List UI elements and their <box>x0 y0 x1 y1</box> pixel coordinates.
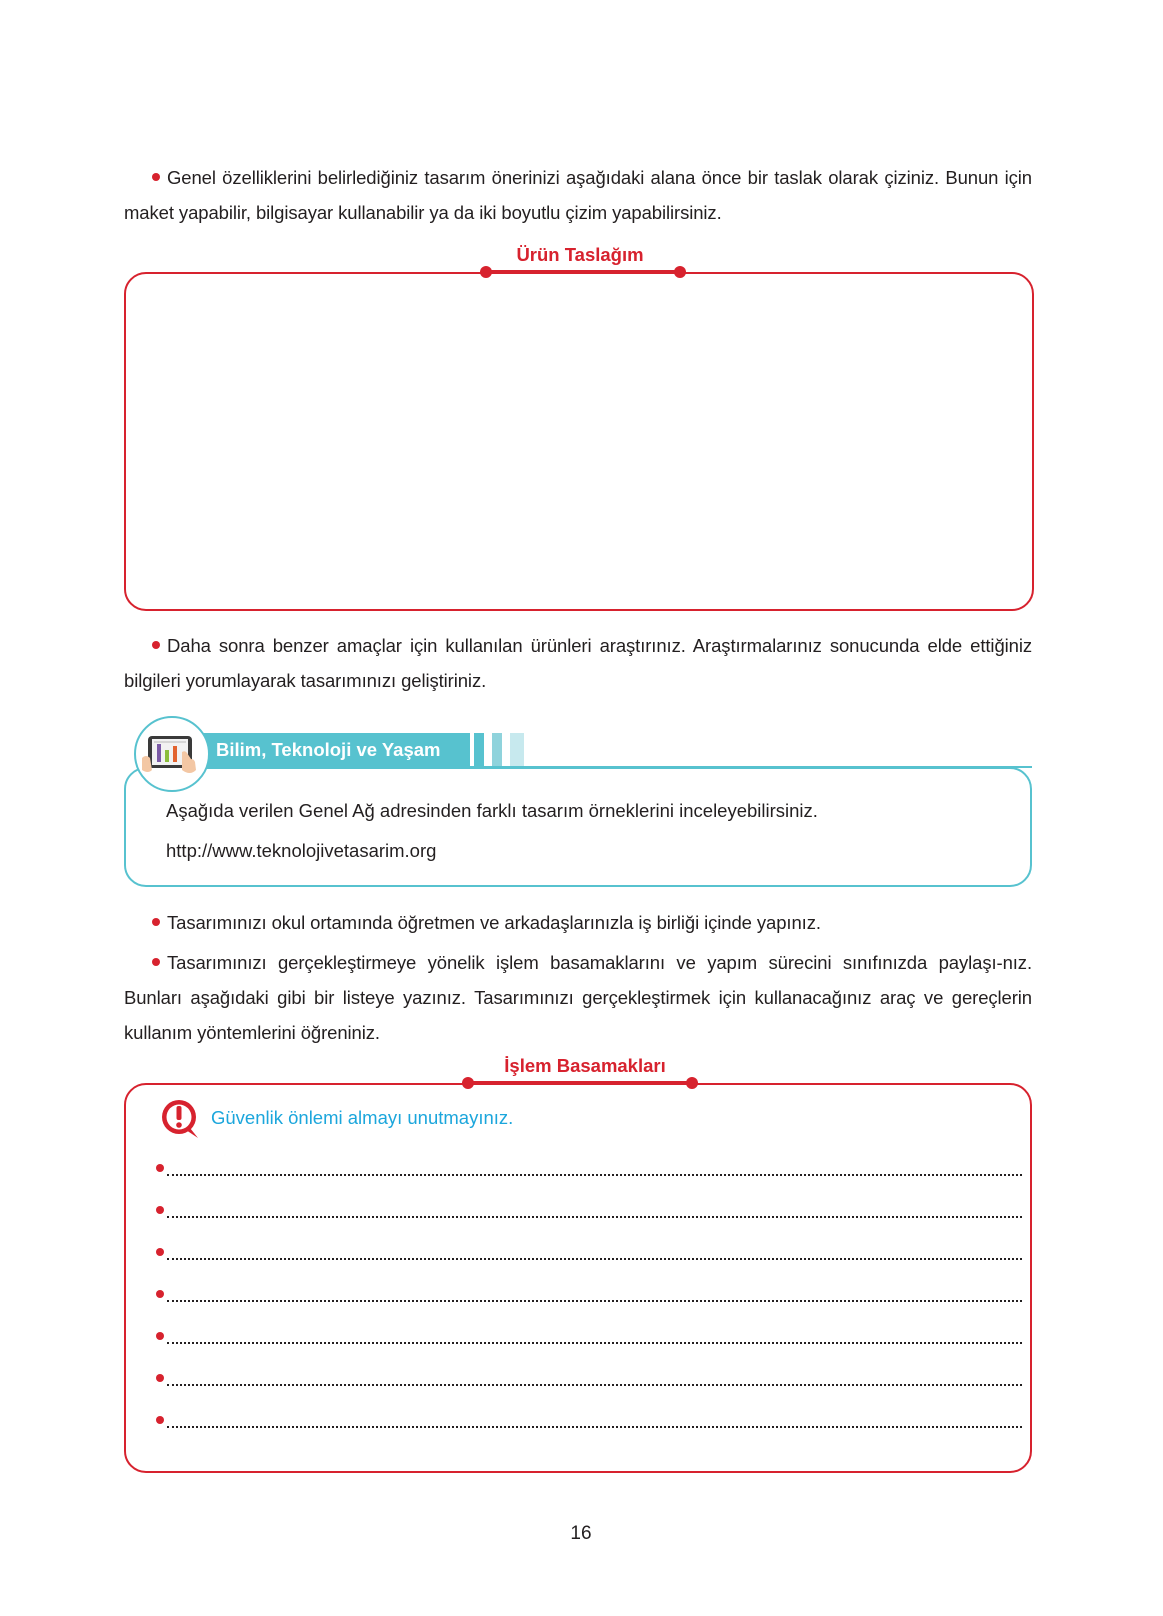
writing-line[interactable] <box>156 1164 1022 1184</box>
info-link[interactable]: http://www.teknolojivetasarim.org <box>166 840 437 861</box>
exclamation-speech-icon <box>160 1098 200 1140</box>
writing-line[interactable] <box>156 1332 1022 1352</box>
info-text: Aşağıda verilen Genel Ağ adresinden farklı tasarım örneklerini inceleyebilirsiniz. <box>166 800 818 821</box>
info-banner-title: Bilim, Teknoloji ve Yaşam <box>216 739 441 760</box>
writing-line[interactable] <box>156 1248 1022 1268</box>
bullet-icon <box>156 1206 164 1214</box>
bullet-icon <box>152 173 160 181</box>
steps-box <box>124 1083 1032 1473</box>
bullet-icon <box>156 1164 164 1172</box>
research-paragraph: Daha sonra benzer amaçlar için kullanılan ürünleri araştırınız. Araştırmalarınız sonucunda elde ettiğiniz bilgileri yorumlayarak tasarımınızı geliştiriniz. <box>124 635 1032 691</box>
banner-stripe <box>510 733 524 767</box>
bullet-icon <box>156 1290 164 1298</box>
bullet-icon <box>156 1416 164 1424</box>
bullet-icon <box>152 918 160 926</box>
sketch-box-title: Ürün Taslağım <box>516 244 644 265</box>
steps-box-title: İşlem Basamakları <box>504 1055 666 1076</box>
instruction-item-2: Tasarımınızı gerçekleştirmeye yönelik işlem basamaklarını ve yapım sürecini sınıfınızda paylaşı-nız. Bunları aşağıdaki gibi bir listeye yazınız. Tasarımınızı gerçekleştirmek için kullanacağınız araç ve gereçlerin kullanım yöntemlerini öğreniniz. <box>124 952 1032 1043</box>
sketch-box-heading <box>480 244 680 266</box>
sketch-drawing-area[interactable] <box>124 272 1034 611</box>
safety-warning-text: Güvenlik önlemi almayı unutmayınız. <box>211 1107 514 1128</box>
banner-underline <box>386 766 1032 768</box>
instruction-item-1: Tasarımınızı okul ortamında öğretmen ve arkadaşlarınızla iş birliği içinde yapınız. <box>124 905 1032 940</box>
steps-box-heading <box>470 1055 700 1077</box>
tablet-hand-icon <box>134 716 210 792</box>
writing-line[interactable] <box>156 1416 1022 1436</box>
info-banner-row <box>140 733 1020 767</box>
banner-stripe <box>492 733 502 767</box>
page-number: 16 <box>570 1523 592 1544</box>
intro-paragraph: Genel özelliklerini belirlediğiniz tasarım önerinizi aşağıdaki alana önce bir taslak olarak çiziniz. Bunun için maket yapabilir, bilgisayar kullanabilir ya da iki boyutlu çizim yapabilirsiniz. <box>124 167 1032 223</box>
writing-line[interactable] <box>156 1374 1022 1394</box>
bullet-icon <box>156 1248 164 1256</box>
bullet-icon <box>152 958 160 966</box>
writing-line[interactable] <box>156 1290 1022 1310</box>
bullet-icon <box>156 1374 164 1382</box>
banner-stripe <box>474 733 484 767</box>
bullet-icon <box>156 1332 164 1340</box>
bullet-icon <box>152 641 160 649</box>
writing-line[interactable] <box>156 1206 1022 1226</box>
